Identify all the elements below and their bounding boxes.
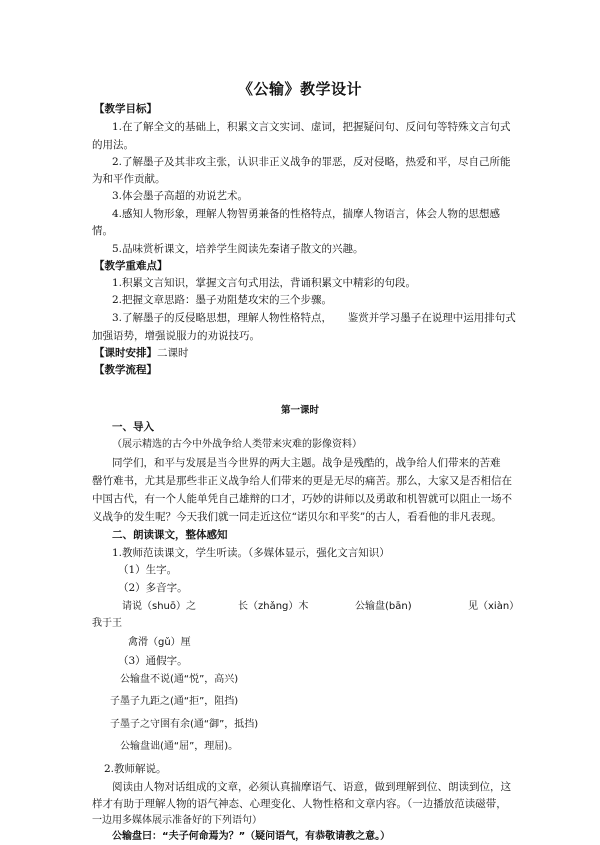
tongjia-label: （3）通假字。 — [118, 655, 188, 667]
polyphone-label: （2）多音字。 — [118, 582, 188, 594]
polyphone-continuation: 我于王 — [92, 618, 122, 629]
flow-heading: 【教学流程】 — [94, 364, 157, 376]
intro-line: 罄竹难书，尤其是那些非正义战争给人们带来的更是无尽的痛苦。那么，大家又是否相信在 — [92, 475, 512, 487]
intro-line: 中国古代，有一个人能单凭自己雄辩的口才，巧妙的讲师以及勇敢和机智就可以阻止一场不 — [92, 493, 512, 505]
polyphone-item: 见（xiàn） — [468, 601, 520, 612]
polyphone-item: 公输盘(bān) — [355, 601, 412, 612]
objectives-heading: 【教学目标】 — [94, 103, 157, 115]
objectives-line: 情。 — [92, 225, 113, 237]
objectives-line: 的用法。 — [92, 139, 134, 151]
keypoints-line: 1.积累文言知识，掌握文言句式用法，背诵积累文中精彩的句段。 — [112, 277, 417, 289]
objectives-line: 5.品味赏析课文，培养学生阅读先秦诸子散文的兴趣。 — [112, 243, 364, 255]
characters-label: （1）生字。 — [118, 564, 178, 576]
tongjia-item: 公输盘不说(通“悦”，高兴) — [120, 674, 239, 685]
page-title: 《公输》教学设计 — [237, 80, 362, 98]
tongjia-item: 公输盘诎(通“屈”，理屈)。 — [120, 741, 239, 752]
objectives-line: 3.体会墨子高超的劝说艺术。 — [112, 190, 249, 202]
schedule-value: 二课时 — [157, 347, 189, 359]
keypoints-line: 加强语势，增强说服力的劝说技巧。 — [92, 330, 260, 342]
tongjia-item: 子墨子之守圉有余(通“御”，抵挡) — [110, 719, 259, 730]
reading-heading: 二、朗读课文，整体感知 — [112, 529, 228, 541]
lesson1-heading: 第一课时 — [280, 405, 319, 416]
polyphone-item: 长（zhǎng）木 — [238, 601, 309, 612]
intro-line: 同学们，和平与发展是当今世界的两大主题。战争是残酷的，战争给人们带来的苦难 — [112, 457, 501, 469]
schedule-row — [94, 346, 189, 360]
objectives-line: 1.在了解全文的基础上，积累文言文实词、虚词，把握疑问句、反问句等特殊文言句式 — [112, 121, 511, 133]
tongjia-item: 子墨子九距之(通“拒”，阻挡) — [110, 696, 239, 707]
polyphone-extra: 禽滑（gǔ）厘 — [128, 637, 191, 648]
objectives-line: 4.感知人物形象，理解人物智勇兼备的性格特点，揣摩人物语言，体会人物的思想感 — [112, 208, 501, 220]
objectives-line: 为和平作贡献。 — [92, 173, 166, 185]
explain-line: 样才有助于理解人物的语气神态、心理变化、人物性格和文章内容。（一边播放范读磁带， — [92, 798, 507, 810]
keypoints-heading: 【教学重难点】 — [94, 260, 168, 272]
schedule-heading: 【课时安排】 — [94, 347, 157, 359]
quote-line: 公输盘曰：“夫子何命焉为？”（疑问语气，有恭敬请教之意。） — [112, 831, 391, 842]
intro-heading: 一、导入 — [112, 421, 154, 433]
objectives-line: 2.了解墨子及其非攻主张，认识非正义战争的罪恶，反对侵略，热爱和平，尽自己所能 — [112, 156, 511, 168]
explain-line: 一边用多媒体展示准备好的下列语句） — [92, 815, 262, 826]
reading-step-2: 2.教师解说。 — [104, 763, 167, 775]
reading-step-1: 1.教师范读课文，学生听读。（多媒体显示，强化文言知识） — [112, 547, 390, 559]
polyphone-item: 请说（shuō）之 — [122, 601, 197, 612]
intro-line: 义战争的发生呢？今天我们就一同走近这位“诺贝尔和平奖”的古人，看看他的非凡表现。 — [92, 511, 502, 523]
intro-note: （展示精选的古今中外战争给人类带来灾难的影像资料） — [112, 439, 362, 450]
explain-line: 阅读由人物对话组成的文章，必须认真揣摩语气、语意，做到理解到位、朗读到位，这 — [112, 781, 511, 793]
keypoints-line: 2.把握文章思路：墨子劝阻楚攻宋的三个步骤。 — [112, 294, 333, 306]
keypoints-line: 3.了解墨子的反侵略思想，理解人物性格特点， 鉴赏并学习墨子在说理中运用排句式 — [112, 312, 516, 324]
